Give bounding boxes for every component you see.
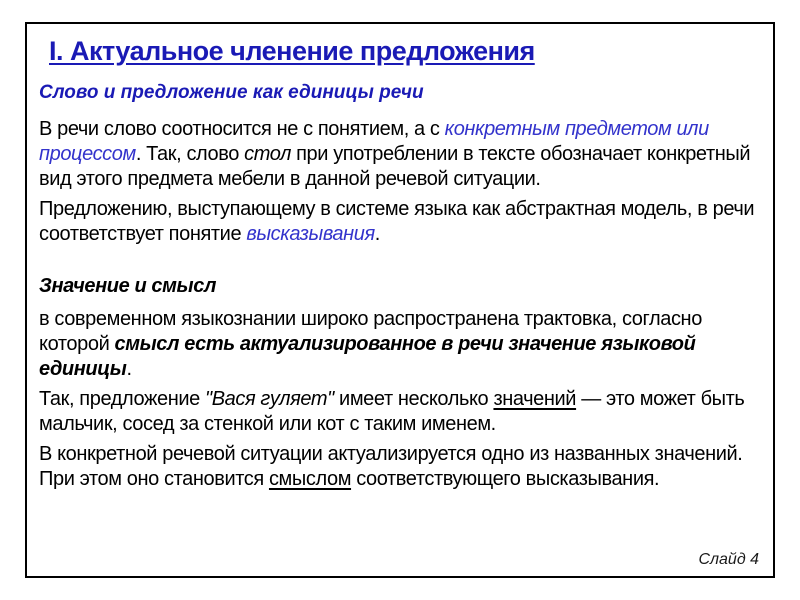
slide-subtitle: Слово и предложение как единицы речи <box>39 82 424 103</box>
slide-body <box>39 117 765 492</box>
slide-content <box>27 24 773 576</box>
para-actualization: В конкретной речевой ситуации актуализируется одно из названных значений. При этом оно становится смыслом соответствующего высказывания. <box>39 443 743 490</box>
slide <box>25 22 775 578</box>
para-sentence-model: Предложению, выступающему в системе языка как абстрактная модель, в речи соответствует понятие высказывания. <box>39 198 755 245</box>
para-vasya-example: Так, предложение "Вася гуляет" имеет несколько значений — это может быть мальчик, сосед за стенкой или кот с таким именем. <box>39 388 745 435</box>
section-heading-meaning-and-sense: Значение и смысл <box>39 275 216 297</box>
slide-number: Слайд 4 <box>698 551 759 568</box>
para-word-in-speech: В речи слово соотносится не с понятием, а с конкретным предметом или процессом. Так, слово стол при употреблении в тексте обозначает конкретный вид этого предмета мебели в данной речевой ситуации. <box>39 118 751 190</box>
slide-title: I. Актуальное членение предложения <box>49 36 535 66</box>
para-meaning-interpretation: в современном языкознании широко распространена трактовка, согласно которой смысл есть актуализированное в речи значение языковой единицы. <box>39 308 702 380</box>
